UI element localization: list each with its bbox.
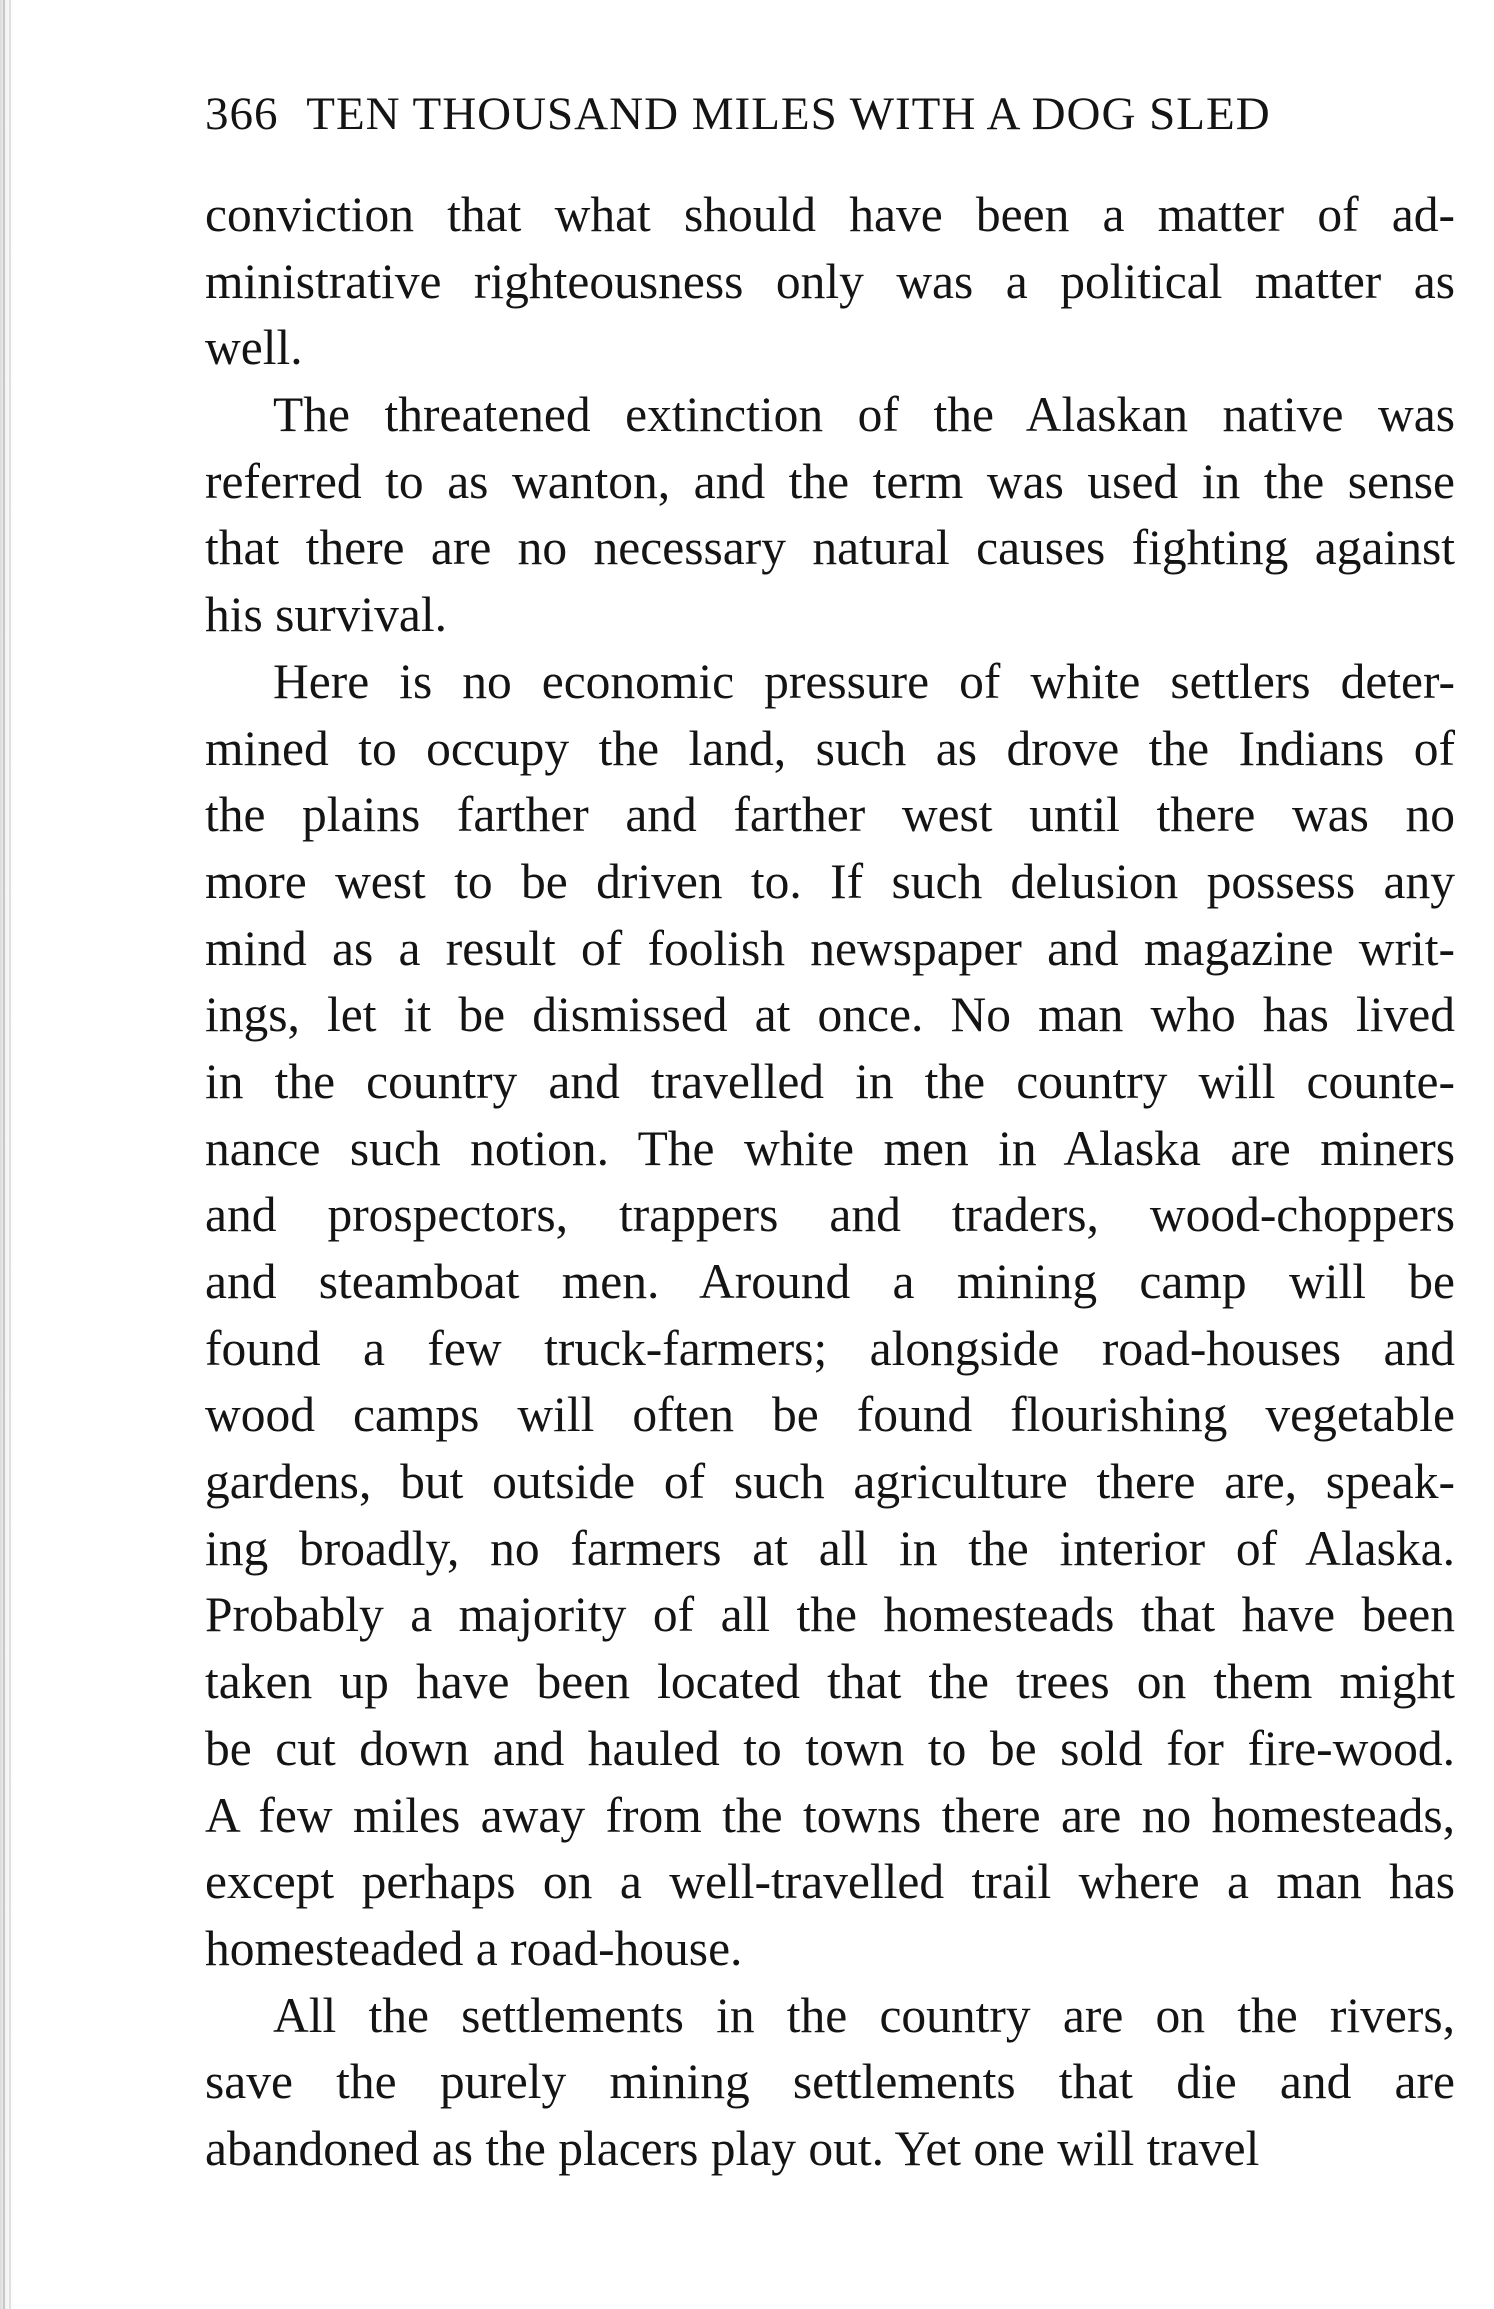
text-line: abandoned as the placers play out. Yet one will travel	[205, 2120, 1260, 2176]
text-line: the plains farther and farther west until there was no	[205, 787, 1455, 843]
text-line: A few miles away from the towns there are no homesteads,	[205, 1787, 1455, 1843]
paragraph	[205, 1983, 1455, 2183]
text-line: ministrative righteousness only was a political matter as	[205, 253, 1455, 309]
text-line: The threatened extinction of the Alaskan native was	[273, 387, 1455, 443]
text-line: homesteaded a road-house.	[205, 1920, 743, 1976]
paragraph	[205, 382, 1455, 649]
binding-rule	[9, 0, 11, 2309]
text-line: taken up have been located that the trees on them might	[205, 1654, 1455, 1710]
text-line: that there are no necessary natural causes fighting against	[205, 520, 1455, 576]
text-line: All the settlements in the country are on the rivers,	[273, 1987, 1455, 2043]
text-line: ing broadly, no farmers at all in the interior of Alaska.	[205, 1520, 1455, 1576]
text-line: and steamboat men. Around a mining camp will be	[205, 1254, 1455, 1309]
text-line: ings, let it be dismissed at once. No man who has lived	[205, 987, 1455, 1043]
text-line: more west to be driven to. If such delusion possess any	[205, 853, 1455, 909]
text-line: wood camps will often be found flourishing vegetable	[205, 1387, 1455, 1443]
text-line: found a few truck-farmers; alongside road-houses and	[205, 1320, 1455, 1376]
text-line: referred to as wanton, and the term was used in the sense	[205, 453, 1455, 509]
binding-rule	[3, 0, 5, 2309]
text-line: and prospectors, trappers and traders, wood-choppers	[205, 1187, 1455, 1243]
text-line: save the purely mining settlements that die and are	[205, 2054, 1455, 2110]
page-number: 366	[205, 88, 279, 140]
text-line: be cut down and hauled to town to be sold for fire-wood.	[205, 1720, 1455, 1776]
text-line: mined to occupy the land, such as drove the Indians of	[205, 720, 1455, 776]
text-line: in the country and travelled in the country will counte-	[205, 1053, 1455, 1109]
running-title: TEN THOUSAND MILES WITH A DOG SLED	[306, 88, 1271, 140]
text-line: well.	[205, 320, 303, 376]
text-line: his survival.	[205, 587, 447, 643]
text-line: conviction that what should have been a matter of ad-	[205, 187, 1455, 242]
text-line: gardens, but outside of such agriculture there are, speak-	[205, 1454, 1455, 1510]
text-line: mind as a result of foolish newspaper and magazine writ-	[205, 920, 1455, 976]
paragraph	[205, 649, 1455, 1983]
text-line: except perhaps on a well-travelled trail where a man has	[205, 1854, 1455, 1910]
text-line: Here is no economic pressure of white settlers deter-	[273, 653, 1455, 709]
paragraph	[205, 182, 1455, 382]
text-line: Probably a majority of all the homesteads that have been	[205, 1587, 1455, 1643]
running-header	[205, 84, 1445, 144]
body-text	[205, 182, 1455, 2183]
text-line: nance such notion. The white men in Alaska are miners	[205, 1120, 1455, 1176]
